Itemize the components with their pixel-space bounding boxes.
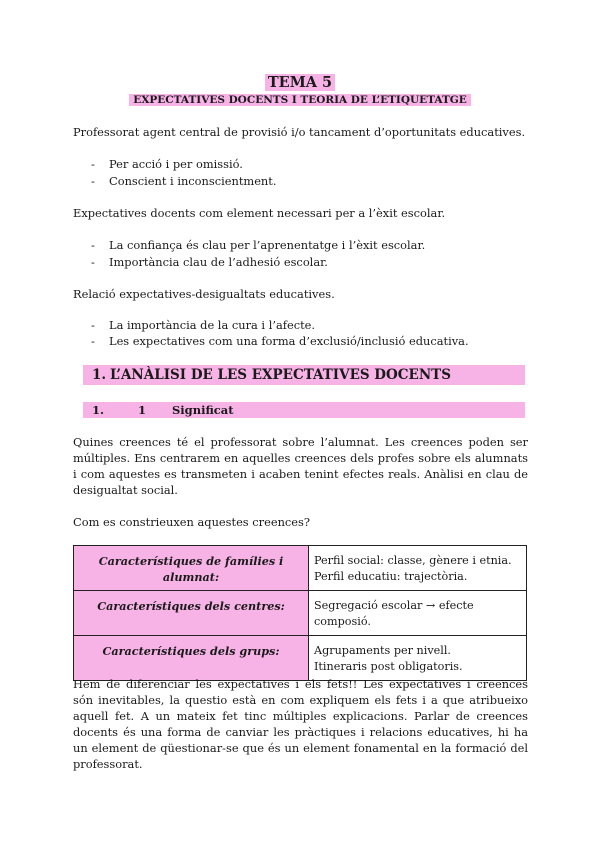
table-value-cell: Segregació escolar → efecte composió. (309, 591, 527, 636)
table-row (74, 591, 527, 636)
body-paragraph: Quines creences té el professorat sobre l’alumnat. Les creences poden ser múltiples. Ens centrarem en aquelles creences dels profes sobre els alumnats i com aquestes es transmeten i acaben tenint efectes reals. Anàlisi en clau de desigualtat social. (73, 435, 528, 497)
page-title: TEMA 5 (0, 74, 600, 91)
body-paragraph: Hem de diferenciar les expectatives i els fets!! Les expectatives i creences són inevitables, la questio està en com expliquem els fets i a que atribueixo aquell fet. A un mateix fet tinc múltiples explicacions. Parlar de creences docents és una forma de canviar les pràctiques i relacions educatives, hi ha un element de qüestionar-se que és un element fonamental en la formació del professorat. (73, 677, 528, 771)
table-key-cell: Característiques de famílies i alumnat: (74, 546, 309, 591)
page-subtitle: EXPECTATIVES DOCENTS I TEORIA DE L’ETIQUETATGE (0, 93, 600, 107)
list-item: - Conscient i inconscientment. (91, 174, 277, 188)
subsection-heading: 1. 1 Significat (83, 402, 525, 418)
table-key-cell: Característiques dels centres: (74, 591, 309, 636)
list-item: - Les expectatives com una forma d’exclusió/inclusió educativa. (91, 334, 469, 348)
intro-paragraph: Professorat agent central de provisió i/o tancament d’oportunitats educatives. (73, 125, 526, 139)
list-item: - Per acció i per omissió. (91, 157, 243, 171)
list-item: - La confiança és clau per l’aprenentatge i l’èxit escolar. (91, 238, 426, 252)
intro-paragraph: Relació expectatives-desigualtats educatives. (73, 287, 335, 301)
table-key-cell: Característiques dels grups: (74, 636, 309, 681)
characteristics-table (73, 545, 527, 681)
list-item: - Importància clau de l’adhesió escolar. (91, 255, 328, 269)
question-line: Com es constrieuxen aquestes creences? (73, 515, 310, 529)
intro-paragraph: Expectatives docents com element necessari per a l’èxit escolar. (73, 206, 446, 220)
section-heading: 1. L’ANÀLISI DE LES EXPECTATIVES DOCENTS (83, 365, 525, 385)
table-row (74, 546, 527, 591)
table-value-cell: Perfil social: classe, gènere i etnia. Perfil educatiu: trajectòria. (309, 546, 527, 591)
list-item: - La importància de la cura i l’afecte. (91, 318, 316, 332)
table-value-cell: Agrupaments per nivell. Itineraris post obligatoris. (309, 636, 527, 681)
table-row (74, 636, 527, 681)
